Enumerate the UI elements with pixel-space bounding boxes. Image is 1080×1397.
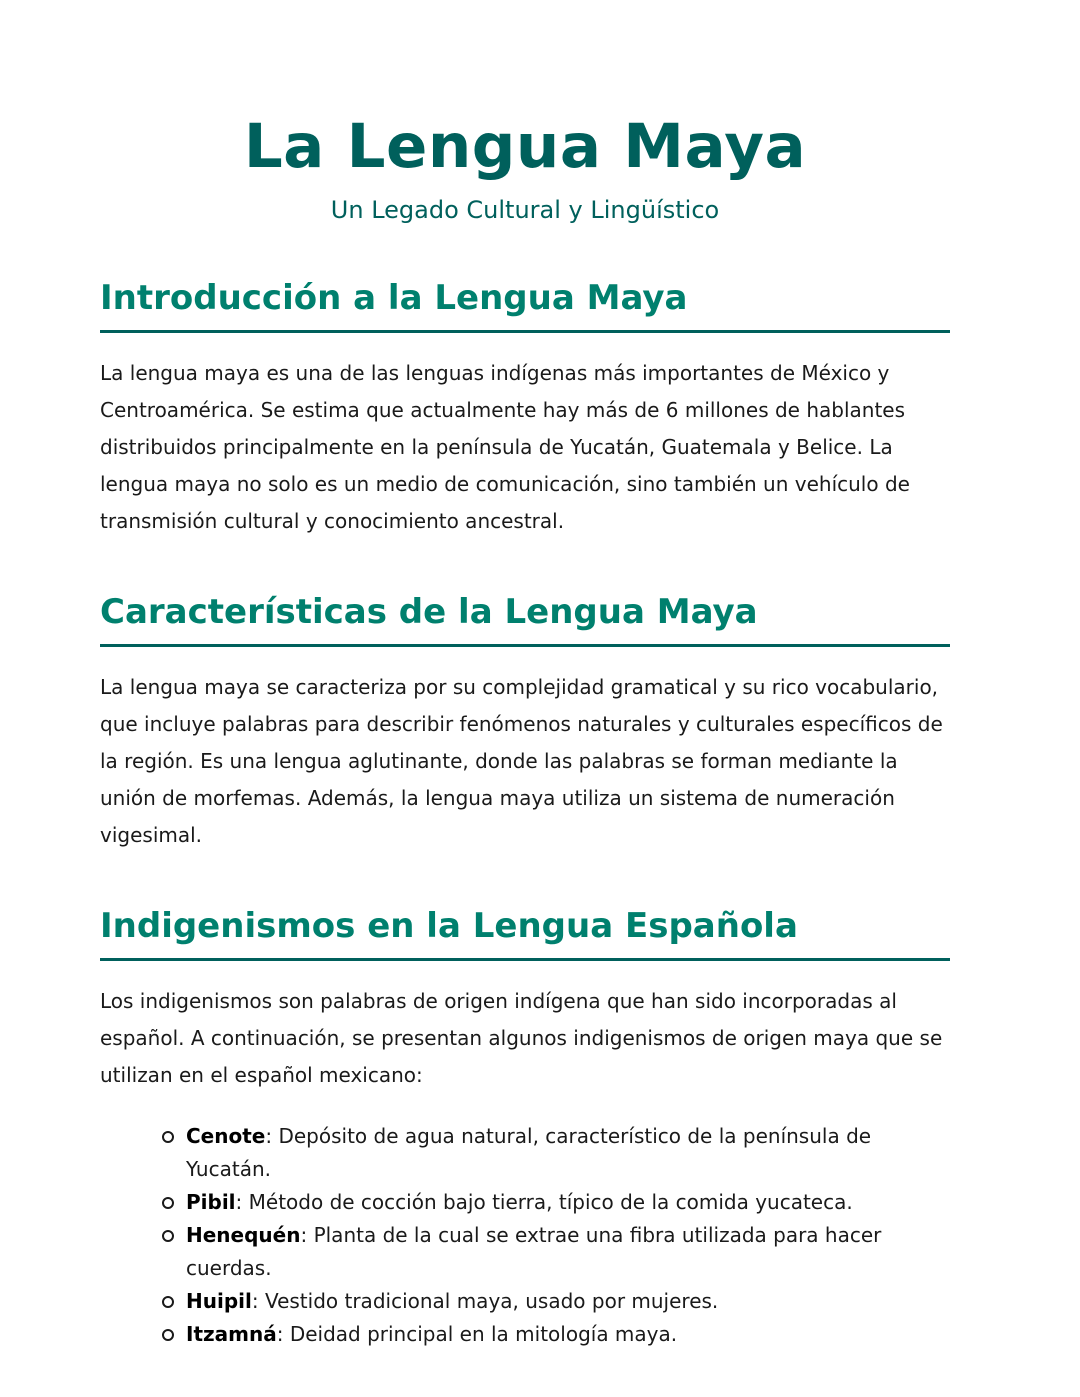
section-heading: Indigenismos en la Lengua Española [100, 904, 950, 961]
bullet-circle-icon [162, 1197, 174, 1209]
section-body: La lengua maya es una de las lenguas indígenas más importantes de México y Centroamérica. Se estima que actualmente hay más de 6 millones de hablantes distribuidos principalmente en la península de Yucatán, Guatemala y Belice. La lengua maya no solo es un medio de comunicación, sino también un vehículo de transmisión cultural y conocimiento ancestral. [100, 361, 910, 533]
section-heading: Introducción a la Lengua Maya [100, 276, 950, 333]
term-name: Huipil [186, 1289, 252, 1313]
section-body: La lengua maya se caracteriza por su complejidad gramatical y su rico vocabulario, que incluye palabras para describir fenómenos naturales y culturales específicos de la región. Es una lengua aglutinante, donde las palabras se forman mediante la unión de morfemas. Además, la lengua maya utiliza un sistema de numeración vigesimal. [100, 675, 943, 847]
term-name: Pibil [186, 1190, 236, 1214]
term-definition: : Método de cocción bajo tierra, típico de la comida yucateca. [235, 1190, 853, 1214]
page-title: La Lengua Maya [243, 111, 807, 182]
bullet-circle-icon [162, 1230, 174, 1242]
term-name: Henequén [186, 1223, 301, 1247]
term-definition: : Depósito de agua natural, característico de la península de Yucatán. [186, 1124, 872, 1181]
bullet-circle-icon [162, 1329, 174, 1341]
term-name: Cenote [186, 1124, 266, 1148]
list-item [186, 1285, 950, 1318]
bullet-circle-icon [162, 1296, 174, 1308]
section-indigenismos [100, 904, 950, 1351]
list-item [186, 1186, 950, 1219]
term-definition: : Vestido tradicional maya, usado por mujeres. [251, 1289, 719, 1313]
list-item [186, 1219, 950, 1285]
term-definition: : Planta de la cual se extrae una fibra utilizada para hacer cuerdas. [186, 1223, 882, 1280]
document-page [100, 0, 950, 1351]
section-introduction [100, 276, 950, 540]
list-item [186, 1318, 950, 1351]
term-name: Itzamná [186, 1322, 277, 1346]
section-characteristics [100, 590, 950, 854]
section-heading: Características de la Lengua Maya [100, 590, 950, 647]
section-body: Los indigenismos son palabras de origen indígena que han sido incorporadas al español. A continuación, se presentan algunos indigenismos de origen maya que se utilizan en el español mexicano: [100, 989, 943, 1087]
term-definition: : Deidad principal en la mitología maya. [276, 1322, 678, 1346]
page-subtitle: Un Legado Cultural y Lingüístico [330, 196, 720, 224]
bullet-circle-icon [162, 1131, 174, 1143]
list-item [186, 1120, 950, 1186]
indigenismos-list [100, 1120, 950, 1351]
